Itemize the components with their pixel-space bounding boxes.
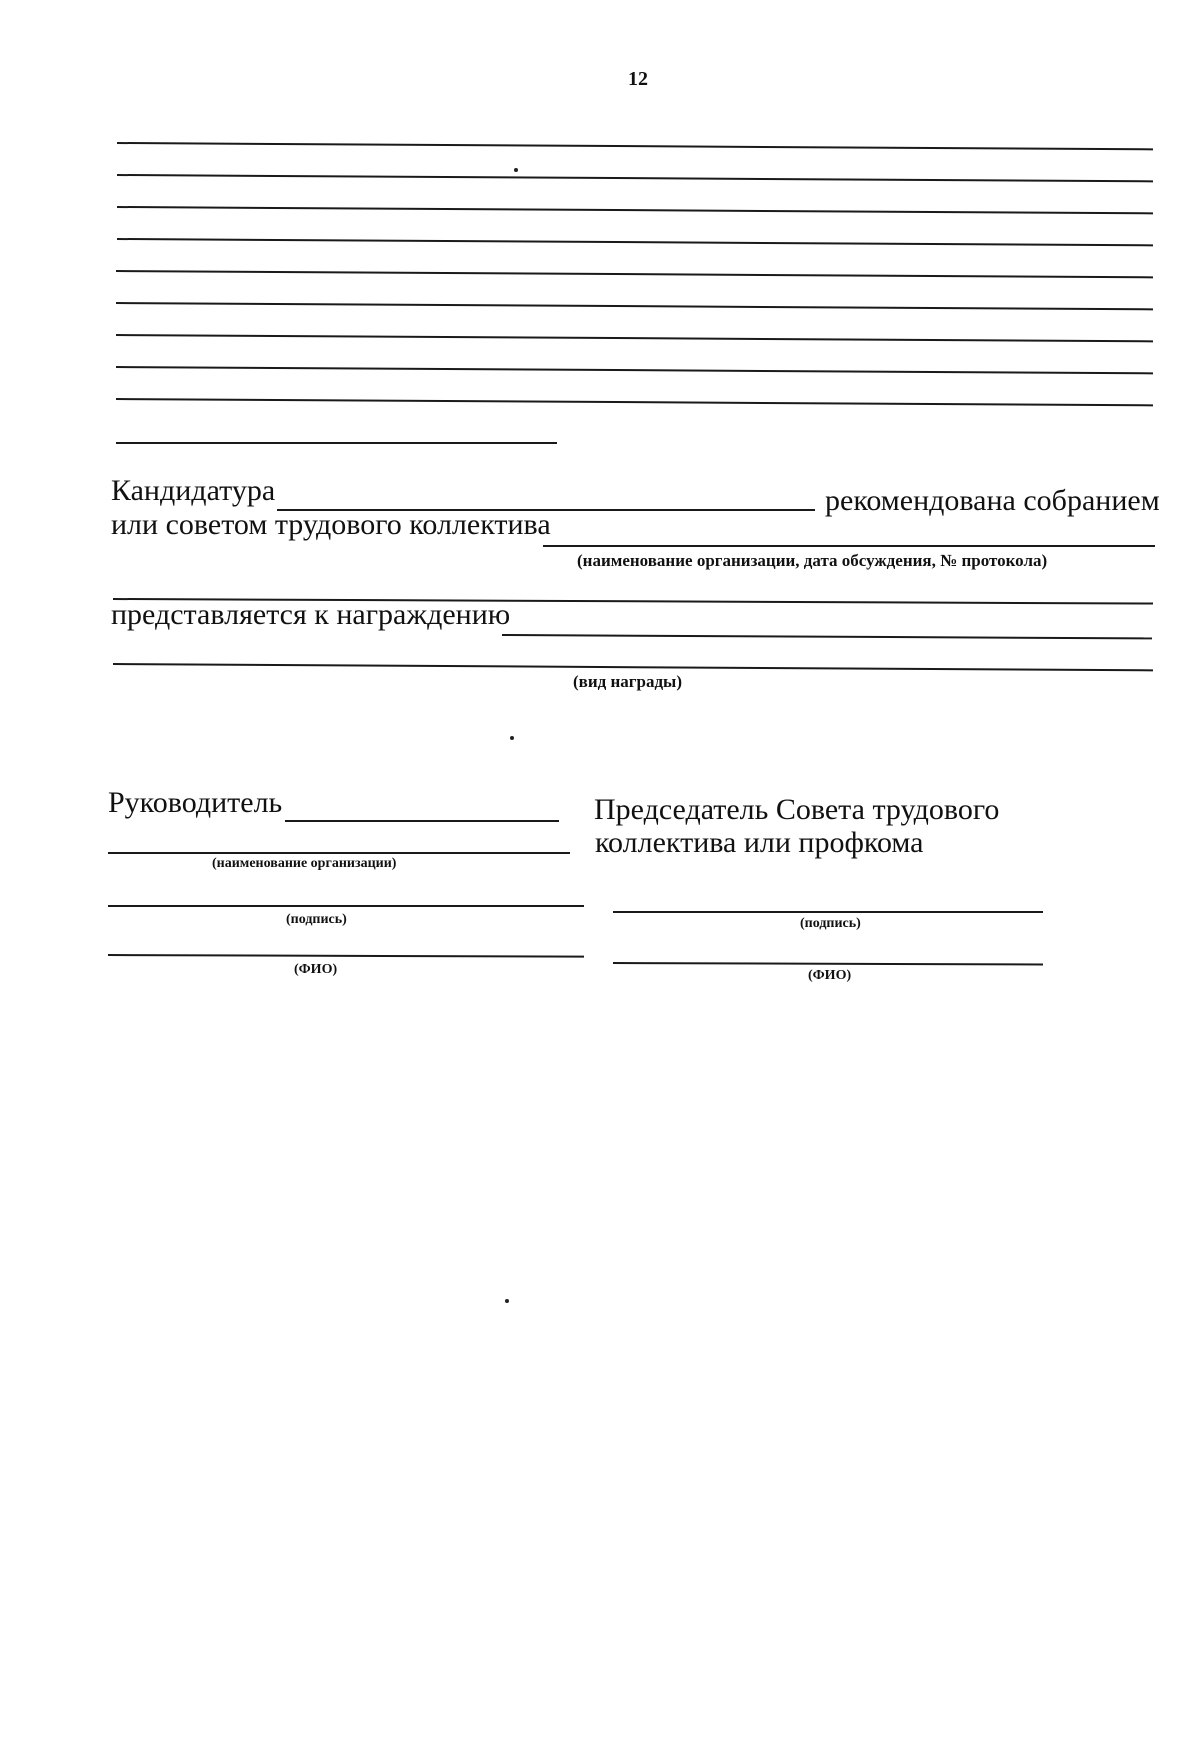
award-label: представляется к награждению [111, 598, 511, 631]
chair-name-field[interactable] [613, 962, 1043, 966]
candidacy-label: Кандидатура [111, 474, 276, 507]
head-organization-field[interactable] [108, 852, 570, 854]
head-signature-field[interactable] [108, 905, 584, 907]
head-signature-caption: (подпись) [286, 912, 347, 927]
award-caption: (вид награды) [573, 672, 682, 691]
blank-line[interactable] [117, 206, 1153, 214]
blank-line-short[interactable] [116, 442, 557, 444]
head-label: Руководитель [108, 786, 283, 819]
head-organization-caption: (наименование организации) [212, 856, 397, 871]
chair-signature-field[interactable] [613, 911, 1043, 913]
blank-line[interactable] [117, 174, 1153, 182]
council-text: или советом трудового коллектива [111, 508, 551, 541]
blank-line[interactable] [116, 270, 1153, 278]
blank-line[interactable] [117, 142, 1153, 150]
page-number: 12 [628, 68, 648, 90]
scan-speck [510, 736, 514, 740]
scan-speck [505, 1299, 509, 1303]
organization-field[interactable] [543, 545, 1155, 547]
award-field-continued[interactable] [113, 663, 1153, 671]
chair-name-caption: (ФИО) [808, 968, 852, 983]
organization-caption: (наименование организации, дата обсуждения, № протокола) [577, 551, 1048, 570]
head-name-caption: (ФИО) [294, 962, 338, 977]
recommended-text: рекомендована собранием [825, 484, 1160, 517]
blank-line[interactable] [116, 366, 1153, 374]
chair-label-line2: коллектива или профкома [595, 826, 924, 859]
chair-signature-caption: (подпись) [800, 916, 861, 931]
chair-label-line1: Председатель Совета трудового [594, 793, 1000, 826]
blank-line[interactable] [116, 334, 1153, 342]
blank-line[interactable] [116, 398, 1153, 406]
blank-line[interactable] [117, 238, 1153, 246]
scan-speck [514, 168, 518, 172]
head-name-field[interactable] [108, 954, 584, 958]
award-field[interactable] [502, 634, 1152, 639]
head-field[interactable] [285, 820, 559, 822]
blank-line[interactable] [116, 302, 1153, 310]
